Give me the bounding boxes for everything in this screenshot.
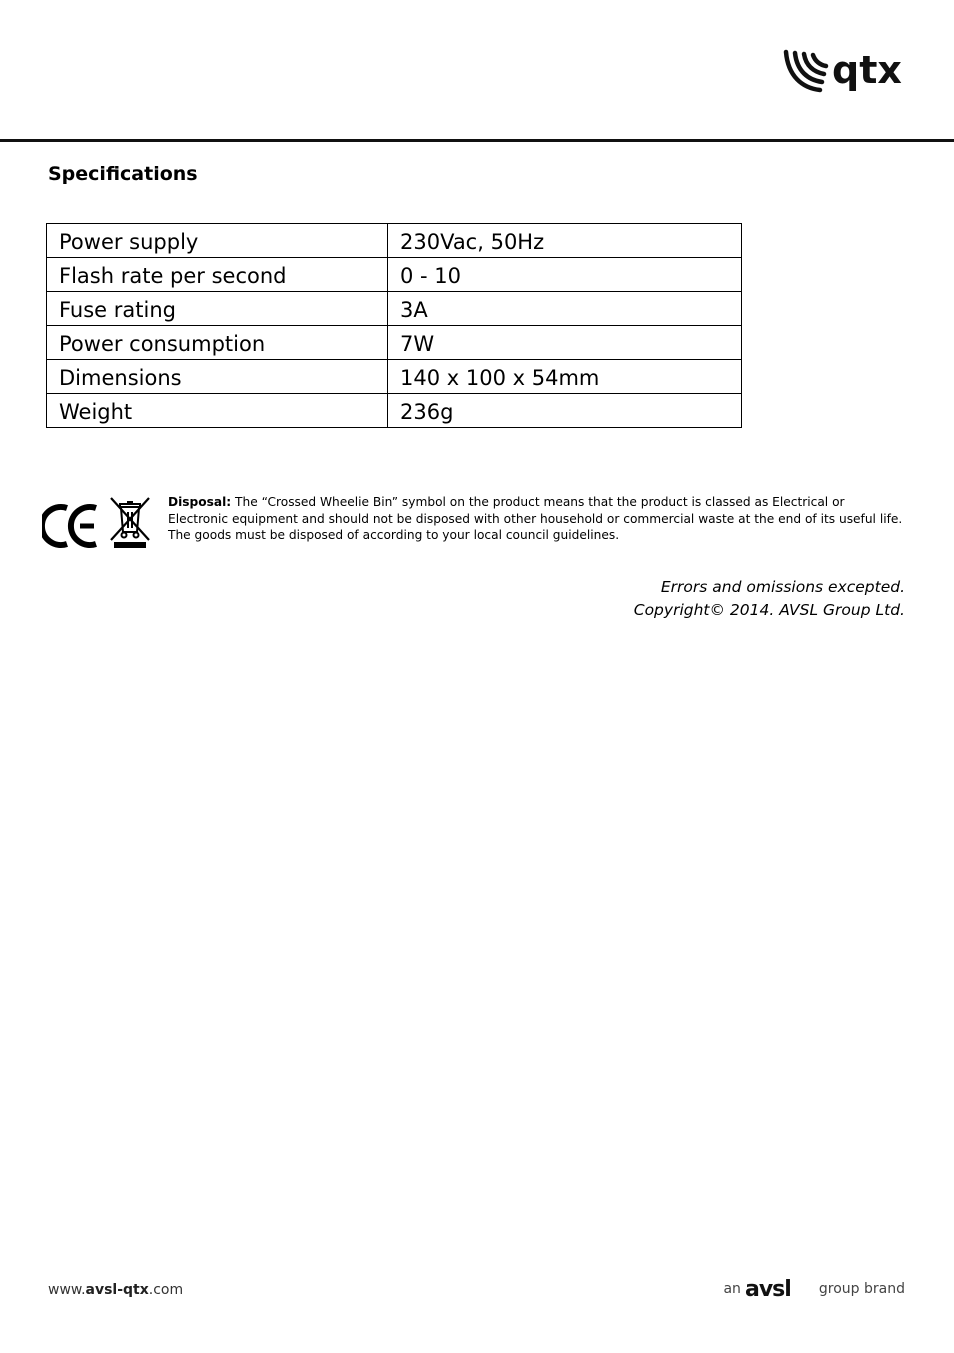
disposal-body: The “Crossed Wheelie Bin” symbol on the product means that the product is classed as Electrical or Electronic equipment and should not be disposed with other household or commercial waste at the end of its useful life. The goods must be disposed of according to your local council guidelines. (168, 495, 903, 542)
brand-prefix: an (723, 1281, 741, 1297)
spec-label: Power supply (47, 224, 388, 258)
errata-block (634, 576, 905, 622)
brand-suffix: group brand (818, 1281, 905, 1297)
spec-value: 0 - 10 (388, 258, 742, 292)
footer-brand (723, 1276, 905, 1302)
spec-label: Weight (47, 394, 388, 428)
spec-label: Dimensions (47, 360, 388, 394)
table-row (47, 394, 742, 428)
errata-line: Errors and omissions excepted. (660, 578, 905, 596)
spec-label: Flash rate per second (47, 258, 388, 292)
ce-mark-icon (42, 500, 102, 556)
table-row (47, 326, 742, 360)
copyright-line: Copyright© 2014. AVSL Group Ltd. (633, 601, 905, 619)
logo-text: qtx (832, 48, 902, 92)
spec-value: 230Vac, 50Hz (388, 224, 742, 258)
table-row (47, 360, 742, 394)
footer-url-suffix: .com (148, 1282, 184, 1298)
spec-label: Fuse rating (47, 292, 388, 326)
table-row (47, 258, 742, 292)
footer-url-domain: avsl-qtx (85, 1282, 149, 1298)
spec-value: 140 x 100 x 54mm (388, 360, 742, 394)
table-row (47, 292, 742, 326)
footer-url-prefix: www. (48, 1282, 86, 1298)
spec-value: 7W (388, 326, 742, 360)
table-row (47, 224, 742, 258)
qtx-waves-icon (780, 44, 830, 96)
specifications-table (46, 223, 742, 428)
crossed-wheelie-bin-icon (108, 494, 152, 550)
disposal-icons (42, 494, 154, 550)
section-title: Specifications (48, 163, 198, 185)
qtx-logo (780, 44, 912, 96)
disposal-label: Disposal: (168, 495, 232, 509)
avsl-logo-text: avsl (744, 1278, 791, 1300)
footer-url (48, 1280, 183, 1300)
spec-value: 3A (388, 292, 742, 326)
avsl-logo (745, 1278, 815, 1300)
spec-label: Power consumption (47, 326, 388, 360)
header-rule (0, 139, 954, 142)
spec-value: 236g (388, 394, 742, 428)
disposal-notice (168, 494, 908, 544)
